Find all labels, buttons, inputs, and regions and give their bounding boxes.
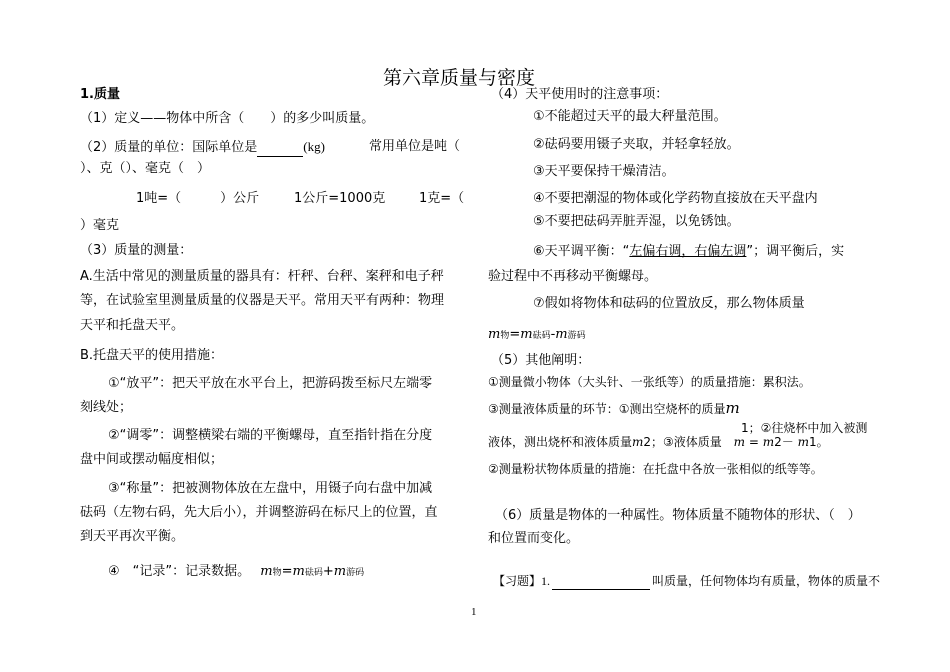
conversion-gram: 1克=（ <box>419 191 465 206</box>
page-title: 第六章质量与密度 <box>383 67 536 89</box>
formula-m: m <box>333 564 347 579</box>
paragraph-a-line: 等，在试验室里测量质量的仪器是天平。常用天平有两种：物理 <box>80 293 445 308</box>
note-balance-line-2: 验过程中不再移动平衡螺母。 <box>488 269 658 284</box>
formula-eq: = <box>281 564 293 579</box>
formula-m: m <box>555 327 568 342</box>
formula-part: 1。 <box>809 435 829 449</box>
formula-part: 2－ <box>774 435 794 449</box>
step-level-line: 刻线处； <box>80 400 133 415</box>
formula-sub: 游码 <box>346 568 365 578</box>
definition-line: （1）定义——物体中所含（ ）的多少叫质量。 <box>80 111 375 126</box>
note-balance-text-end: ”；调平衡后，实 <box>746 244 845 259</box>
note-item: ①不能超过天平的最大秤量范围。 <box>533 109 727 124</box>
step-record-line <box>108 563 364 582</box>
step-zero-line: 盘中间或摆动幅度相似； <box>80 452 224 467</box>
liquid-measure-line <box>488 399 740 418</box>
formula-eq: = <box>748 435 759 449</box>
formula-m: m <box>632 435 644 449</box>
step-zero-line: ②“调零”：调整横梁右端的平衡螺母，直至指针指在分度 <box>108 428 433 443</box>
step-weigh-line: 砝码（左物右码，先大后小），并调整游码在标尺上的位置，直 <box>80 505 438 520</box>
paragraph-b-heading: B.托盘天平的使用措施： <box>80 348 224 363</box>
formula-sub: 砝码 <box>532 331 551 341</box>
unit-kg: (kg) <box>303 139 325 154</box>
formula-m: m <box>762 435 775 449</box>
answer-blank <box>257 156 303 157</box>
other-heading: （5）其他阐明： <box>491 353 591 368</box>
section-heading: 1.质量 <box>80 87 120 102</box>
note-reversed: ⑦假如将物体和砝码的位置放反，那么物体质量 <box>533 296 805 311</box>
formula-sub: 游码 <box>567 331 586 341</box>
formula-sub: 物 <box>500 331 510 341</box>
step-weigh-line: 到天平再次平衡。 <box>80 529 185 544</box>
paragraph-a-line: A.生活中常见的测量质量的器具有：杆秤、台秤、案秤和电子秤 <box>80 269 444 284</box>
step-weigh-line: ③“称量”：把被测物体放在左盘中，用镊子向右盘中加减 <box>108 481 433 496</box>
formula-m: m <box>520 327 533 342</box>
formula-m: m <box>733 435 746 449</box>
unit-text: （2）质量的单位：国际单位是 <box>80 140 258 155</box>
liquid-measure-line-2 <box>488 433 829 451</box>
liquid-text-2: 1；②往烧杯中加入被测 <box>741 421 868 435</box>
step-record-label: ④ “记录”：记录数据。 <box>108 564 251 579</box>
formula-m: m <box>488 327 501 342</box>
conversion-ton: 1吨=（ ）公斤 <box>136 191 260 206</box>
formula-m: m <box>292 564 305 579</box>
note-item: ③天平要保持干燥清洁。 <box>533 164 675 179</box>
formula-minus: - <box>550 327 556 342</box>
unit-line-2: ）、克（）、毫克（ ） <box>80 161 211 176</box>
common-unit-text: 常用单位是吨（ <box>369 139 461 154</box>
exercise-line <box>493 572 880 590</box>
reversed-formula <box>488 326 586 345</box>
unit-line <box>80 138 325 157</box>
exercise-text: 叫质量，任何物体均有质量，物体的质量不 <box>652 574 881 588</box>
paragraph-a-line: 天平和托盘天平。 <box>80 318 185 333</box>
page-number: 1 <box>471 606 477 618</box>
powder-measure-line: ②测量粉状物体质量的措施：在托盘中各放一张相似的纸等等。 <box>488 462 823 476</box>
formula-sub: 砝码 <box>304 568 323 578</box>
formula-m: m <box>797 435 809 449</box>
conversion-kg: 1公斤=1000克 <box>294 191 386 206</box>
exercise-number: 1. <box>541 574 551 588</box>
note-item: ④不要把潮湿的物体或化学药物直接放在天平盘内 <box>533 191 818 206</box>
exercise-label: 【习题】 <box>493 574 542 588</box>
liquid-text: ③测量液体质量的环节：①测出空烧杯的质量 <box>488 402 726 416</box>
liquid-text-3: 液体，测出烧杯和液体质量 <box>488 435 633 449</box>
note-balance-line <box>533 243 844 261</box>
answer-blank <box>552 589 650 590</box>
step-level-line: ①“放平”：把天平放在水平台上，把游码拨至标尺左端零 <box>108 376 433 391</box>
other-item: ①测量微小物体（大头针、一张纸等）的质量措施：累积法。 <box>488 375 811 389</box>
conversion-gram-end: ）毫克 <box>80 218 120 233</box>
property-line-2: 和位置而变化。 <box>488 531 580 546</box>
notes-heading: （4）天平使用时的注意事项： <box>491 87 669 102</box>
formula-eq: = <box>509 327 521 342</box>
formula-plus: + <box>322 564 334 579</box>
note-item: ⑤不要把砝码弄脏弄湿，以免锈蚀。 <box>533 214 740 229</box>
formula-m: m <box>725 399 740 417</box>
note-balance-rule: 左偏右调，右偏左调 <box>629 244 747 259</box>
formula-sub: 物 <box>272 568 282 578</box>
formula-m: m <box>260 564 273 579</box>
liquid-text-4: 2；③液体质量 <box>643 435 722 449</box>
note-balance-text: ⑥天平调平衡：“ <box>533 244 630 259</box>
note-item: ②砝码要用镊子夹取，并轻拿轻放。 <box>533 137 740 152</box>
measurement-heading: （3）质量的测量： <box>80 243 193 258</box>
property-line: （6）质量是物体的一种属性。物体质量不随物体的形状、（ ） <box>495 508 861 523</box>
